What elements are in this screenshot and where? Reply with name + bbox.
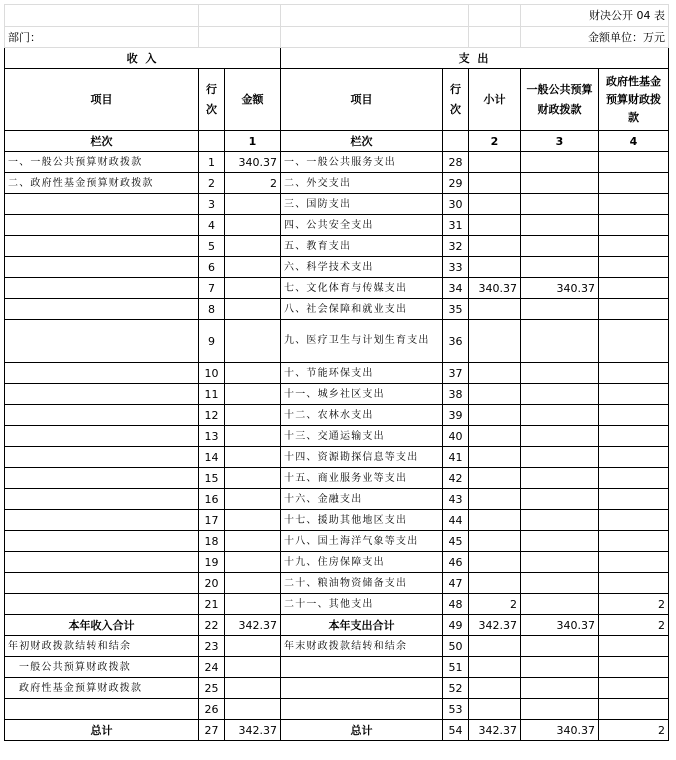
expense-subtotal — [469, 405, 521, 426]
expense-section-header: 支 出 — [281, 48, 669, 69]
expense-general-budget — [521, 194, 599, 215]
expense-subtotal — [469, 299, 521, 320]
expense-general-budget: 340.37 — [521, 615, 599, 636]
expense-row-no: 42 — [443, 468, 469, 489]
expense-row-no: 52 — [443, 678, 469, 699]
expense-subtotal — [469, 384, 521, 405]
income-item — [5, 699, 199, 720]
expense-row-no: 54 — [443, 720, 469, 741]
table-row — [5, 720, 669, 741]
income-amount: 340.37 — [225, 152, 281, 173]
expense-item — [281, 678, 443, 699]
expense-item: 二十一、其他支出 — [281, 594, 443, 615]
income-amount — [225, 299, 281, 320]
income-amount — [225, 531, 281, 552]
expense-item: 年末财政拨款结转和结余 — [281, 636, 443, 657]
expense-gov-fund — [599, 278, 669, 299]
income-item: 一般公共预算财政拨款 — [5, 657, 199, 678]
income-amount — [225, 278, 281, 299]
table-row — [5, 573, 669, 594]
table-row — [5, 615, 669, 636]
income-item — [5, 194, 199, 215]
expense-item: 十三、交通运输支出 — [281, 426, 443, 447]
expense-general-budget — [521, 531, 599, 552]
expense-item: 总计 — [281, 720, 443, 741]
expense-gov-fund: 2 — [599, 594, 669, 615]
income-amount-header: 金额 — [225, 69, 281, 131]
expense-subtotal — [469, 426, 521, 447]
expense-gov-fund — [599, 320, 669, 363]
expense-subtotal — [469, 363, 521, 384]
expense-subtotal — [469, 552, 521, 573]
expense-row-no: 51 — [443, 657, 469, 678]
income-row-no: 11 — [199, 384, 225, 405]
expense-item: 三、国防支出 — [281, 194, 443, 215]
expense-item-header: 项目 — [281, 69, 443, 131]
income-section-header: 收 入 — [5, 48, 281, 69]
income-row-no: 25 — [199, 678, 225, 699]
expense-general-budget — [521, 152, 599, 173]
income-amount — [225, 363, 281, 384]
income-amount — [225, 510, 281, 531]
expense-gov-fund — [599, 384, 669, 405]
expense-gov-fund — [599, 215, 669, 236]
income-column-index-label: 栏次 — [5, 131, 199, 152]
expense-subtotal — [469, 447, 521, 468]
income-row-no: 2 — [199, 173, 225, 194]
income-amount — [225, 447, 281, 468]
column-index-3: 3 — [521, 131, 599, 152]
expense-general-budget — [521, 573, 599, 594]
expense-general-budget — [521, 594, 599, 615]
expense-subtotal — [469, 657, 521, 678]
expense-gov-fund — [599, 510, 669, 531]
expense-gov-fund — [599, 152, 669, 173]
expense-item: 十二、农林水支出 — [281, 405, 443, 426]
income-amount — [225, 657, 281, 678]
income-amount — [225, 552, 281, 573]
income-row-no: 13 — [199, 426, 225, 447]
income-amount — [225, 636, 281, 657]
expense-subtotal — [469, 257, 521, 278]
table-row — [5, 468, 669, 489]
expense-general-budget: 340.37 — [521, 278, 599, 299]
income-item — [5, 405, 199, 426]
expense-row-no: 45 — [443, 531, 469, 552]
income-amount — [225, 215, 281, 236]
expense-subtotal — [469, 320, 521, 363]
table-row — [5, 215, 669, 236]
income-row-no: 24 — [199, 657, 225, 678]
expense-general-budget — [521, 236, 599, 257]
expense-row-no: 44 — [443, 510, 469, 531]
expense-item: 十七、援助其他地区支出 — [281, 510, 443, 531]
expense-item: 九、医疗卫生与计划生育支出 — [281, 320, 443, 363]
table-row — [5, 531, 669, 552]
expense-row-no: 47 — [443, 573, 469, 594]
expense-subtotal: 342.37 — [469, 720, 521, 741]
table-row — [5, 447, 669, 468]
expense-general-budget — [521, 405, 599, 426]
expense-gov-fund — [599, 447, 669, 468]
expense-gov-fund — [599, 257, 669, 278]
income-row-no: 4 — [199, 215, 225, 236]
expense-item: 本年支出合计 — [281, 615, 443, 636]
income-item — [5, 468, 199, 489]
income-amount — [225, 699, 281, 720]
income-row-no: 17 — [199, 510, 225, 531]
income-row-no: 23 — [199, 636, 225, 657]
expense-general-budget — [521, 384, 599, 405]
expense-general-budget — [521, 552, 599, 573]
expense-item: 二十、粮油物资储备支出 — [281, 573, 443, 594]
expense-general-budget — [521, 363, 599, 384]
expense-row-no: 39 — [443, 405, 469, 426]
income-item — [5, 447, 199, 468]
expense-row-no: 46 — [443, 552, 469, 573]
table-row — [5, 405, 669, 426]
expense-general-budget — [521, 426, 599, 447]
income-item: 年初财政拨款结转和结余 — [5, 636, 199, 657]
expense-item: 七、文化体育与传媒支出 — [281, 278, 443, 299]
expense-gov-fund — [599, 363, 669, 384]
income-row-no: 1 — [199, 152, 225, 173]
income-row-no: 5 — [199, 236, 225, 257]
table-row — [5, 152, 669, 173]
income-item — [5, 320, 199, 363]
expense-gov-fund — [599, 173, 669, 194]
expense-item: 十九、住房保障支出 — [281, 552, 443, 573]
department-label: 部门： — [5, 27, 199, 48]
expense-gov-fund: 2 — [599, 615, 669, 636]
expense-row-no: 40 — [443, 426, 469, 447]
table-row — [5, 426, 669, 447]
income-row-no: 26 — [199, 699, 225, 720]
expense-item: 八、社会保障和就业支出 — [281, 299, 443, 320]
expense-row-no-header: 行次 — [443, 69, 469, 131]
table-row — [5, 510, 669, 531]
income-item — [5, 215, 199, 236]
expense-gov-fund — [599, 636, 669, 657]
expense-general-budget — [521, 320, 599, 363]
expense-general-budget — [521, 636, 599, 657]
expense-gov-fund — [599, 468, 669, 489]
income-row-no: 19 — [199, 552, 225, 573]
income-item — [5, 278, 199, 299]
expense-general-budget — [521, 699, 599, 720]
expense-item: 十一、城乡社区支出 — [281, 384, 443, 405]
income-amount — [225, 236, 281, 257]
expense-row-no: 28 — [443, 152, 469, 173]
expense-item: 二、外交支出 — [281, 173, 443, 194]
expense-general-budget — [521, 468, 599, 489]
expense-subtotal — [469, 236, 521, 257]
table-row — [5, 299, 669, 320]
income-row-no: 20 — [199, 573, 225, 594]
expense-row-no: 49 — [443, 615, 469, 636]
expense-gov-fund — [599, 552, 669, 573]
expense-column-index-label: 栏次 — [281, 131, 443, 152]
table-row — [5, 699, 669, 720]
income-amount — [225, 194, 281, 215]
income-item: 二、政府性基金预算财政拨款 — [5, 173, 199, 194]
expense-subtotal — [469, 531, 521, 552]
expense-general-budget — [521, 257, 599, 278]
income-amount — [225, 257, 281, 278]
income-row-no: 21 — [199, 594, 225, 615]
income-row-no: 9 — [199, 320, 225, 363]
expense-row-no: 29 — [443, 173, 469, 194]
expense-general-budget — [521, 657, 599, 678]
expense-row-no: 50 — [443, 636, 469, 657]
expense-subtotal — [469, 510, 521, 531]
expense-item: 五、教育支出 — [281, 236, 443, 257]
income-amount: 342.37 — [225, 615, 281, 636]
expense-item: 十四、资源勘探信息等支出 — [281, 447, 443, 468]
income-row-no: 27 — [199, 720, 225, 741]
income-amount — [225, 489, 281, 510]
income-item: 本年收入合计 — [5, 615, 199, 636]
table-row — [5, 384, 669, 405]
expense-general-budget — [521, 215, 599, 236]
expense-subtotal — [469, 699, 521, 720]
expense-item: 六、科学技术支出 — [281, 257, 443, 278]
income-row-no: 18 — [199, 531, 225, 552]
income-row-no: 16 — [199, 489, 225, 510]
income-item — [5, 257, 199, 278]
column-index-1: 1 — [225, 131, 281, 152]
income-amount — [225, 468, 281, 489]
expense-gov-fund — [599, 489, 669, 510]
income-item: 政府性基金预算财政拨款 — [5, 678, 199, 699]
expense-row-no: 30 — [443, 194, 469, 215]
expense-subtotal — [469, 573, 521, 594]
table-row — [5, 657, 669, 678]
income-item — [5, 594, 199, 615]
expense-row-no: 48 — [443, 594, 469, 615]
expense-row-no: 31 — [443, 215, 469, 236]
expense-general-budget — [521, 510, 599, 531]
amount-unit-label: 金额单位：万元 — [521, 27, 669, 48]
expense-row-no: 37 — [443, 363, 469, 384]
expense-row-no: 32 — [443, 236, 469, 257]
form-code: 财决公开 04 表 — [521, 5, 669, 27]
expense-subtotal — [469, 215, 521, 236]
expense-item: 十、节能环保支出 — [281, 363, 443, 384]
table-row — [5, 594, 669, 615]
expense-subtotal — [469, 636, 521, 657]
income-amount — [225, 320, 281, 363]
expense-row-no: 36 — [443, 320, 469, 363]
income-row-no: 14 — [199, 447, 225, 468]
income-row-no: 10 — [199, 363, 225, 384]
income-amount — [225, 594, 281, 615]
expense-subtotal — [469, 194, 521, 215]
income-amount — [225, 426, 281, 447]
expense-row-no: 33 — [443, 257, 469, 278]
table-row — [5, 236, 669, 257]
income-row-no: 22 — [199, 615, 225, 636]
table-row — [5, 257, 669, 278]
expense-gov-fund — [599, 678, 669, 699]
table-row — [5, 678, 669, 699]
income-item: 总计 — [5, 720, 199, 741]
column-index-4: 4 — [599, 131, 669, 152]
expense-subtotal — [469, 678, 521, 699]
income-item-header: 项目 — [5, 69, 199, 131]
table-row — [5, 173, 669, 194]
income-item — [5, 552, 199, 573]
subtotal-header: 小计 — [469, 69, 521, 131]
expense-item: 十八、国土海洋气象等支出 — [281, 531, 443, 552]
expense-row-no: 35 — [443, 299, 469, 320]
table-row — [5, 489, 669, 510]
expense-row-no: 53 — [443, 699, 469, 720]
table-row — [5, 320, 669, 363]
gov-fund-header: 政府性基金预算财政拨款 — [599, 69, 669, 131]
general-budget-header: 一般公共预算财政拨款 — [521, 69, 599, 131]
expense-subtotal — [469, 489, 521, 510]
expense-gov-fund — [599, 194, 669, 215]
expense-gov-fund — [599, 236, 669, 257]
expense-item — [281, 657, 443, 678]
expense-subtotal: 342.37 — [469, 615, 521, 636]
income-amount: 342.37 — [225, 720, 281, 741]
expense-item — [281, 699, 443, 720]
income-item — [5, 531, 199, 552]
expense-subtotal — [469, 468, 521, 489]
expense-item: 一、一般公共服务支出 — [281, 152, 443, 173]
income-row-no: 3 — [199, 194, 225, 215]
expense-gov-fund — [599, 699, 669, 720]
income-item — [5, 426, 199, 447]
expense-gov-fund — [599, 426, 669, 447]
expense-gov-fund — [599, 531, 669, 552]
fiscal-appropriation-table — [4, 4, 669, 741]
expense-row-no: 41 — [443, 447, 469, 468]
income-amount — [225, 405, 281, 426]
expense-subtotal: 340.37 — [469, 278, 521, 299]
expense-item: 四、公共安全支出 — [281, 215, 443, 236]
income-amount — [225, 573, 281, 594]
income-amount — [225, 384, 281, 405]
column-index-2: 2 — [469, 131, 521, 152]
expense-general-budget — [521, 678, 599, 699]
expense-gov-fund — [599, 573, 669, 594]
table-row — [5, 636, 669, 657]
expense-item: 十六、金融支出 — [281, 489, 443, 510]
income-item — [5, 510, 199, 531]
income-item — [5, 384, 199, 405]
income-amount: 2 — [225, 173, 281, 194]
table-row — [5, 278, 669, 299]
expense-gov-fund — [599, 299, 669, 320]
expense-general-budget — [521, 447, 599, 468]
expense-general-budget — [521, 299, 599, 320]
income-row-no-header: 行次 — [199, 69, 225, 131]
income-item — [5, 236, 199, 257]
income-item — [5, 299, 199, 320]
income-row-no: 6 — [199, 257, 225, 278]
expense-gov-fund — [599, 657, 669, 678]
expense-item: 十五、商业服务业等支出 — [281, 468, 443, 489]
income-item — [5, 573, 199, 594]
expense-general-budget: 340.37 — [521, 720, 599, 741]
expense-general-budget — [521, 489, 599, 510]
table-row — [5, 194, 669, 215]
income-row-no: 7 — [199, 278, 225, 299]
income-row-no: 8 — [199, 299, 225, 320]
income-row-no: 15 — [199, 468, 225, 489]
income-item — [5, 489, 199, 510]
income-item — [5, 363, 199, 384]
table-row — [5, 552, 669, 573]
expense-row-no: 38 — [443, 384, 469, 405]
expense-row-no: 43 — [443, 489, 469, 510]
expense-subtotal: 2 — [469, 594, 521, 615]
expense-row-no: 34 — [443, 278, 469, 299]
expense-general-budget — [521, 173, 599, 194]
income-amount — [225, 678, 281, 699]
expense-subtotal — [469, 152, 521, 173]
table-row — [5, 363, 669, 384]
income-item: 一、一般公共预算财政拨款 — [5, 152, 199, 173]
expense-gov-fund: 2 — [599, 720, 669, 741]
expense-subtotal — [469, 173, 521, 194]
expense-gov-fund — [599, 405, 669, 426]
income-row-no: 12 — [199, 405, 225, 426]
